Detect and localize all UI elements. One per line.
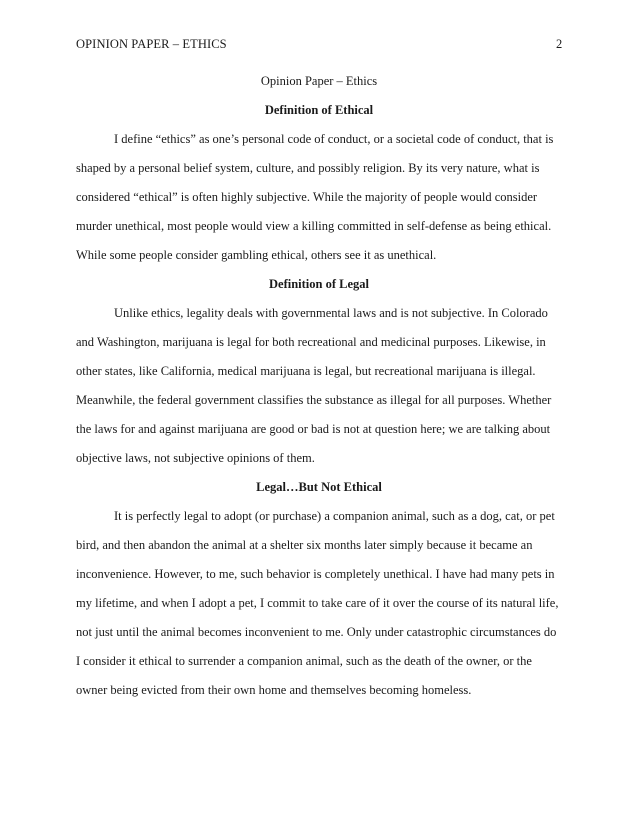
paragraph-line: I define “ethics” as one’s personal code of conduct, or a societal code of conduct, that is <box>114 132 554 146</box>
paragraph-line: murder unethical, most people would view a killing committed in self-defense as being ethical. <box>76 219 552 233</box>
paragraph-line: Unlike ethics, legality deals with governmental laws and is not subjective. In Colorado <box>114 306 548 320</box>
paragraph-line: owner being evicted from their own home and themselves becoming homeless. <box>76 683 472 697</box>
paragraph-line: and Washington, marijuana is legal for both recreational and medicinal purposes. Likewise, in <box>76 335 546 349</box>
paragraph-line: the laws for and against marijuana are good or bad is not at question here; we are talking about <box>76 422 551 436</box>
section-heading-legal-not-ethical: Legal…But Not Ethical <box>256 480 382 494</box>
paper-title: Opinion Paper – Ethics <box>260 74 378 88</box>
paragraph-line: objective laws, not subjective opinions of them. <box>76 451 315 465</box>
paragraph-line: inconvenience. However, to me, such behavior is completely unethical. I have had many pets in <box>76 567 555 581</box>
paragraph-line: other states, like California, medical marijuana is legal, but recreational marijuana is illegal. <box>76 364 536 378</box>
running-head: OPINION PAPER – ETHICS <box>76 37 227 51</box>
paragraph-line: bird, and then abandon the animal at a shelter six months later simply because it became an <box>76 538 533 552</box>
section-heading-ethical: Definition of Ethical <box>264 103 374 117</box>
paragraph-line: While some people consider gambling ethical, others see it as unethical. <box>76 248 437 262</box>
section-heading-legal: Definition of Legal <box>269 277 369 291</box>
page-number: 2 <box>556 37 563 51</box>
paragraph-line: It is perfectly legal to adopt (or purchase) a companion animal, such as a dog, cat, or pet <box>114 509 555 523</box>
paragraph-line: considered “ethical” is often highly subjective. While the majority of people would consider <box>76 190 538 204</box>
paragraph-line: shaped by a personal belief system, culture, and possibly religion. By its very nature, what is <box>76 161 540 175</box>
paragraph-line: my lifetime, and when I adopt a pet, I commit to take care of it over the course of its natural life, <box>76 596 559 610</box>
paragraph-line: Meanwhile, the federal government classifies the substance as illegal for all purposes. Whether <box>76 393 552 407</box>
paragraph-line: not just until the animal becomes inconvenient to me. Only under catastrophic circumstances do <box>76 625 557 639</box>
paragraph-line: I consider it ethical to surrender a companion animal, such as the death of the owner, or the <box>76 654 532 668</box>
